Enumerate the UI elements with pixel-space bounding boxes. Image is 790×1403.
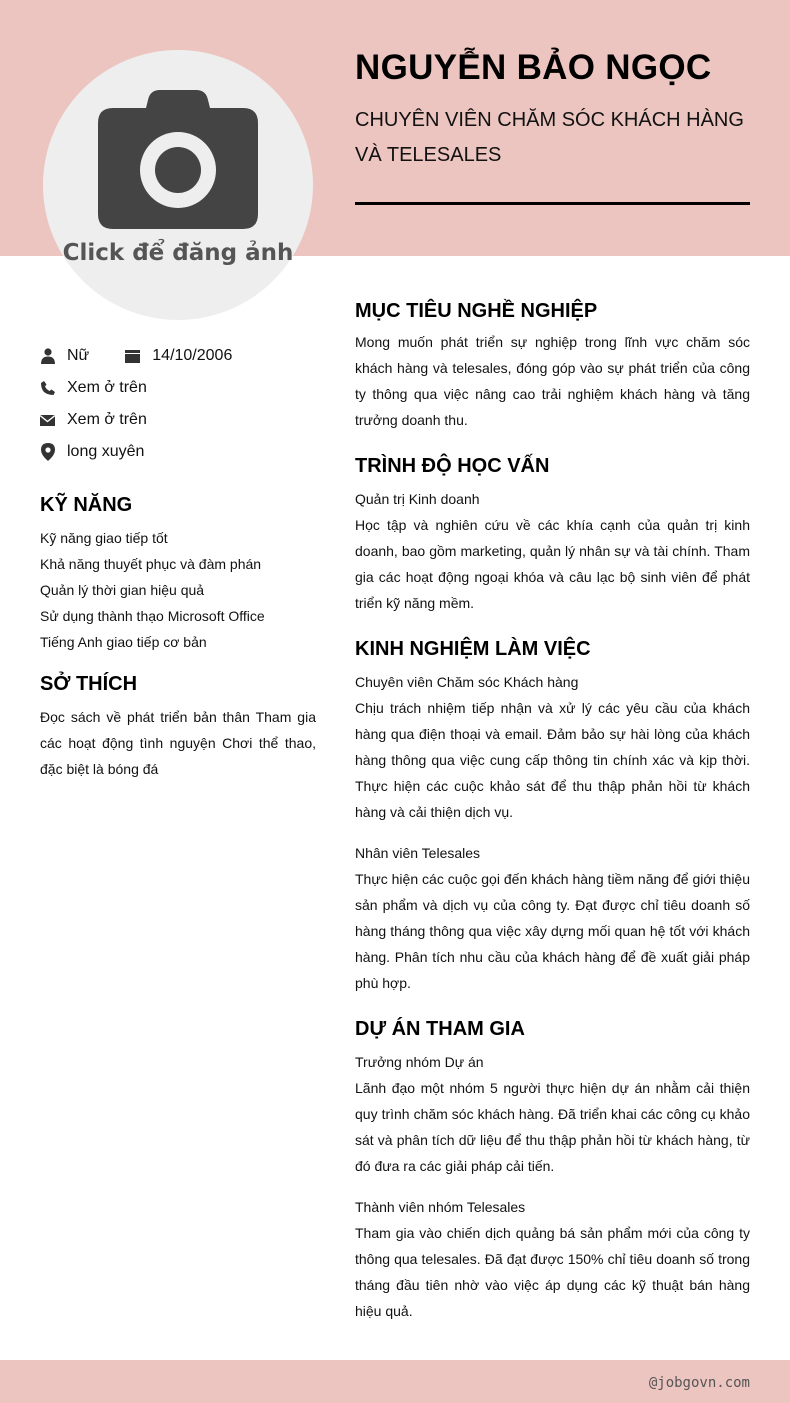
education-heading: TRÌNH ĐỘ HỌC VẤN [355,455,550,477]
objective-heading: MỤC TIÊU NGHỀ NGHIỆP [355,300,598,322]
job-title-line2: VÀ TELESALES [355,144,502,166]
experience-entry [355,840,750,996]
info-row-phone [40,372,316,404]
education-entry [355,486,750,616]
experience-desc: Chịu trách nhiệm tiếp nhận và xử lý các yêu cầu của khách hàng qua điện thoại và email. Đảm bảo sự hài lòng của khách hàng thông qua việc cung cấp thông tin chính xác và kịp thời. Thực hiện các cuộc khảo sát để thu thập phản hồi từ khách hàng và cải thiện dịch vụ. [355,700,750,820]
skills-heading: KỸ NĂNG [40,494,133,516]
experience-section [355,638,750,996]
phone-value: Xem ở trên [67,379,147,396]
job-title-line1: CHUYÊN VIÊN CHĂM SÓC KHÁCH HÀNG [355,109,744,131]
hobbies-heading: SỞ THÍCH [40,673,138,695]
objective-section [355,300,750,433]
skill-item: Khả năng thuyết phục và đàm phán [40,556,262,572]
skills-list [40,525,316,655]
skill-item: Quản lý thời gian hiệu quả [40,582,205,598]
title-divider [355,202,750,205]
right-column [355,300,750,1346]
hobbies-text: Đọc sách về phát triển bản thân Tham gia các hoạt động tình nguyện Chơi thể thao, đặc biệt là bóng đá [40,709,316,777]
project-title: Thành viên nhóm Telesales [355,1199,526,1215]
experience-entry [355,669,750,825]
phone-icon [40,380,55,396]
email-value: Xem ở trên [67,411,147,428]
skill-item: Kỹ năng giao tiếp tốt [40,530,168,546]
skill-item: Tiếng Anh giao tiếp cơ bản [40,634,207,650]
education-desc: Học tập và nghiên cứu về các khía cạnh của quản trị kinh doanh, bao gồm marketing, quản lý nhân sự và tài chính. Tham gia các hoạt động ngoại khóa và câu lạc bộ sinh viên để phát triển kỹ năng mềm. [355,517,750,611]
experience-desc: Thực hiện các cuộc gọi đến khách hàng tiềm năng để giới thiệu sản phẩm và dịch vụ của công ty. Đạt được chỉ tiêu doanh số hàng tháng thông qua việc xây dựng mối quan hệ tốt với khách hàng. Phân tích nhu cầu của khách hàng để đề xuất giải pháp phù hợp. [355,871,750,991]
mail-icon [40,412,55,428]
project-entry [355,1194,750,1324]
birthdate-value: 14/10/2006 [152,347,233,364]
education-title: Quản trị Kinh doanh [355,491,480,507]
info-row-email [40,404,316,436]
birthdate-item [125,347,232,365]
project-entry [355,1049,750,1179]
projects-section [355,1018,750,1324]
calendar-icon [125,348,140,364]
education-section [355,455,750,616]
candidate-name: NGUYỄN BẢO NGỌC [355,48,712,87]
info-row-address [40,436,316,468]
project-desc: Tham gia vào chiến dịch quảng bá sản phẩm mới của công ty thông qua telesales. Đã đạt được 150% chỉ tiêu doanh số trong tháng đầu tiên nhờ vào việc áp dụng các kỹ thuật bán hàng hiệu quả. [355,1225,750,1319]
location-icon [40,444,55,460]
project-title: Trưởng nhóm Dự án [355,1054,484,1070]
gender-item [40,347,89,365]
left-column [40,340,316,782]
objective-text: Mong muốn phát triển sự nghiệp trong lĩnh vực chăm sóc khách hàng và telesales, đóng góp vào sự phát triển của công ty thông qua việc nâng cao trải nghiệm khách hàng và tăng trưởng doanh thu. [355,334,750,428]
person-icon [40,348,55,364]
address-value: long xuyên [67,443,145,460]
projects-heading: DỰ ÁN THAM GIA [355,1018,525,1040]
experience-title: Nhân viên Telesales [355,845,481,861]
footer-watermark: @jobgovn.com [648,1375,750,1391]
experience-title: Chuyên viên Chăm sóc Khách hàng [355,674,579,690]
gender-value: Nữ [67,347,90,364]
project-desc: Lãnh đạo một nhóm 5 người thực hiện dự án nhằm cải thiện quy trình chăm sóc khách hàng. Đã triển khai các công cụ khảo sát và phân tích dữ liệu để thu thập phản hồi từ khách hàng, từ đó đưa ra các giải pháp cải tiến. [355,1080,750,1174]
info-row-gender-birthdate [40,340,316,372]
experience-heading: KINH NGHIỆM LÀM VIỆC [355,638,591,660]
job-title [355,103,750,173]
camera-icon [98,90,258,230]
photo-upload[interactable] [43,50,313,320]
photo-upload-label: Click để đăng ảnh [62,240,294,266]
skill-item: Sử dụng thành thạo Microsoft Office [40,608,265,624]
